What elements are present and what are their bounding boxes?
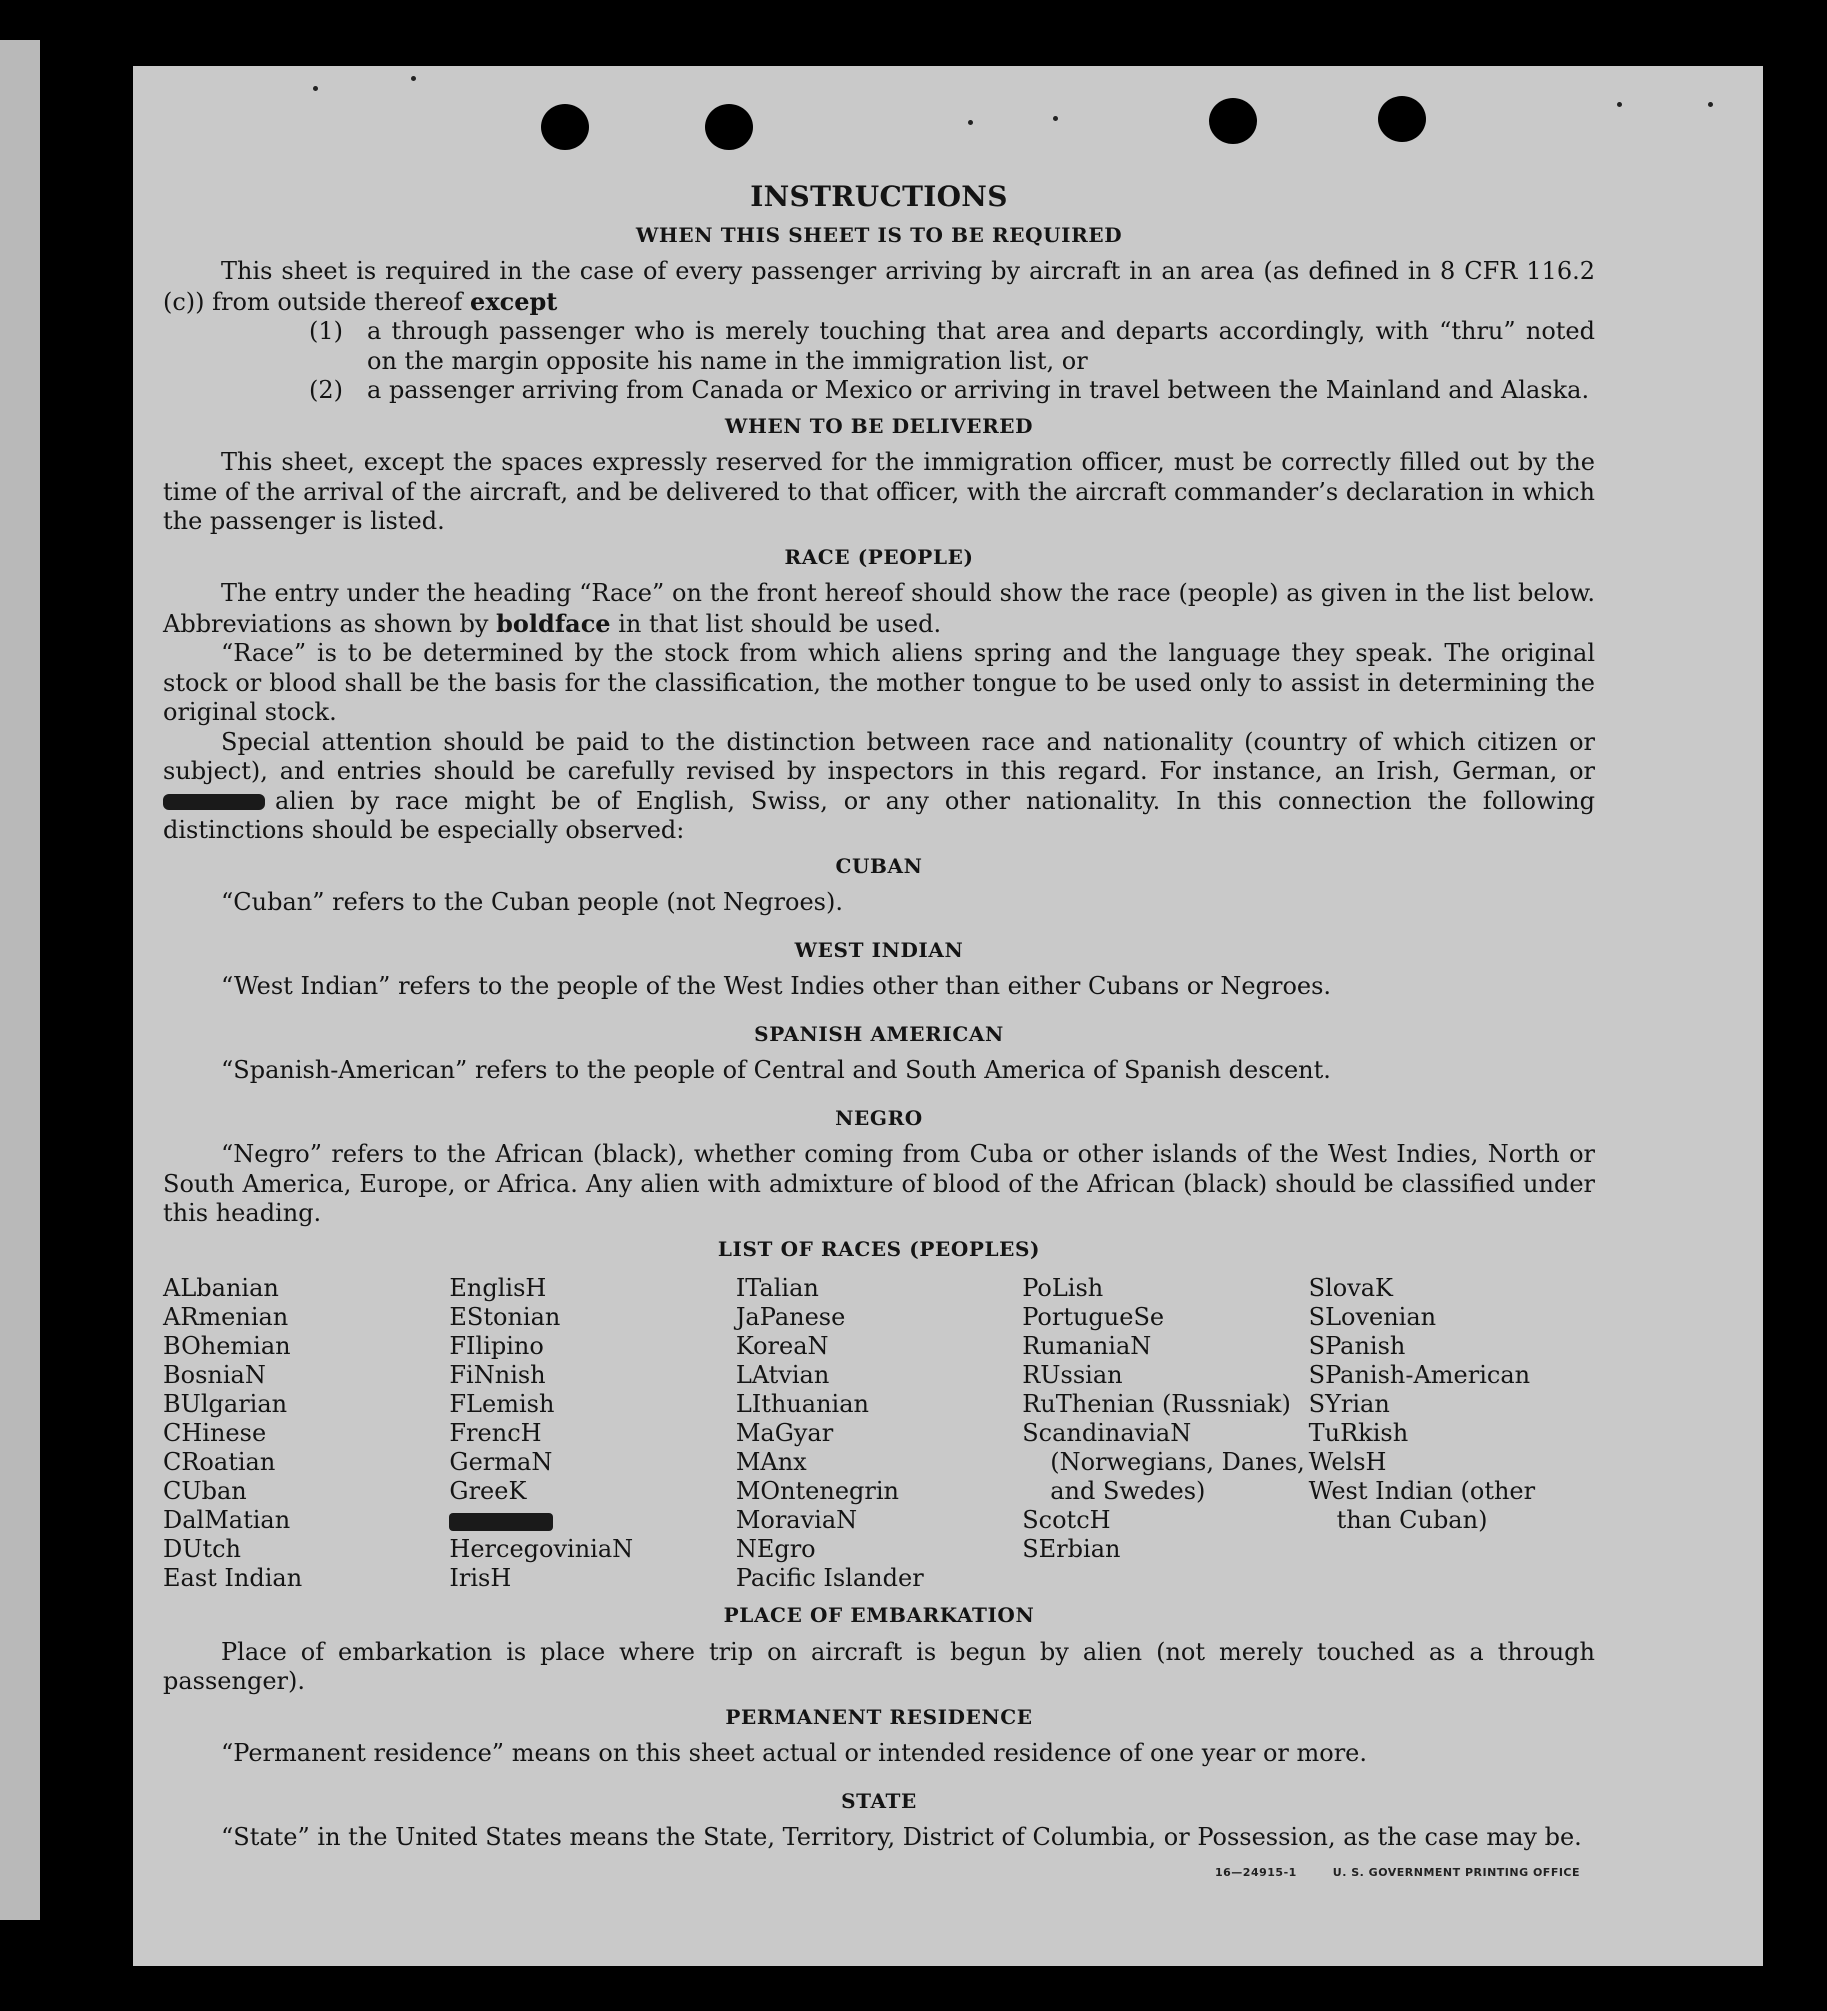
race-item: MAnx bbox=[735, 1448, 807, 1476]
printer-name: U. S. GOVERNMENT PRINTING OFFICE bbox=[1332, 1866, 1581, 1879]
race-item: ScandinaviaN (Norwegians, Danes, and Swedes) bbox=[1022, 1419, 1305, 1505]
race-item: EStonian bbox=[449, 1303, 561, 1331]
race-item: TuRkish bbox=[1308, 1419, 1409, 1447]
race-item: FLemish bbox=[449, 1390, 555, 1418]
race-item: MOntenegrin bbox=[735, 1477, 899, 1505]
punch-hole bbox=[541, 104, 589, 150]
race-item: West Indian (other than Cuban) bbox=[1308, 1477, 1536, 1534]
race-column-3 bbox=[736, 1274, 1022, 1593]
race-paragraph-3: Special attention should be paid to the distinction between race and nationality (country of which citizen or subject), and entries should be carefully revised by inspectors in this regard. For instance, an Irish, German, or alien by race might be of English, Swiss, or any other nationality. In this connection the following distinctions should be especially observed: bbox=[163, 727, 1595, 844]
race-item-redacted bbox=[449, 1506, 735, 1535]
race-paragraph-1: The entry under the heading “Race” on the front hereof should show the race (people) as given in the list below. Abbreviations as shown by boldface in that list should be used. bbox=[163, 579, 1595, 638]
page-title: INSTRUCTIONS bbox=[750, 180, 1008, 213]
redaction-mark bbox=[163, 794, 265, 810]
race-item: GreeK bbox=[449, 1477, 527, 1505]
race-column-5 bbox=[1309, 1274, 1595, 1593]
race-item: FrencH bbox=[449, 1419, 542, 1447]
race-item: GermaN bbox=[449, 1448, 553, 1476]
speck bbox=[1708, 102, 1713, 107]
required-item-2: (2) a passenger arriving from Canada or Mexico or arriving in travel between the Mainland and Alaska. bbox=[309, 376, 1590, 404]
race-item: EnglisH bbox=[449, 1274, 547, 1302]
heading-west-indian: WEST INDIAN bbox=[794, 937, 964, 962]
race-item: MoraviaN bbox=[735, 1506, 858, 1534]
race-item: SErbian bbox=[1022, 1535, 1121, 1563]
heading-list-of-races: LIST OF RACES (PEOPLES) bbox=[717, 1236, 1041, 1261]
race-item: SLovenian bbox=[1308, 1303, 1437, 1331]
race-item: ScotcH bbox=[1022, 1506, 1111, 1534]
heading-required: WHEN THIS SHEET IS TO BE REQUIRED bbox=[635, 222, 1123, 247]
required-intro: This sheet is required in the case of every passenger arriving by aircraft in an area (as defined in 8 CFR 116.2 (c)) from outside thereof except bbox=[163, 257, 1595, 316]
negro-text: “Negro” refers to the African (black), whether coming from Cuba or other islands of the West Indies, North or South America, Europe, or Africa. Any alien with admixture of blood of the African (black) should be classified under this heading. bbox=[163, 1140, 1595, 1227]
race-item: SPanish bbox=[1308, 1332, 1406, 1360]
cuban-text: “Cuban” refers to the Cuban people (not Negroes). bbox=[221, 888, 843, 916]
race-item: SlovaK bbox=[1308, 1274, 1393, 1302]
race-item: ALbanian bbox=[163, 1274, 279, 1302]
heading-cuban: CUBAN bbox=[835, 853, 923, 878]
race-item: NEgro bbox=[735, 1535, 816, 1563]
race-item: JaPanese bbox=[735, 1303, 846, 1331]
race-item: RumaniaN bbox=[1022, 1332, 1152, 1360]
heading-embarkation: PLACE OF EMBARKATION bbox=[723, 1603, 1035, 1627]
speck bbox=[1053, 116, 1058, 121]
redaction-mark bbox=[449, 1513, 553, 1531]
heading-state: STATE bbox=[841, 1788, 917, 1813]
race-item: DalMatian bbox=[163, 1506, 291, 1534]
heading-race: RACE (PEOPLE) bbox=[784, 544, 974, 569]
scanner-edge bbox=[0, 40, 40, 1920]
race-column-1 bbox=[163, 1274, 449, 1593]
race-item: RUssian bbox=[1022, 1361, 1123, 1389]
race-item: FiNnish bbox=[449, 1361, 546, 1389]
race-item: Pacific Islander bbox=[735, 1564, 924, 1592]
embarkation-text: Place of embarkation is place where trip on aircraft is begun by alien (not merely touched as a through passenger). bbox=[163, 1637, 1595, 1695]
race-item: MaGyar bbox=[735, 1419, 834, 1447]
print-footer bbox=[1215, 1866, 1616, 1879]
race-item: LAtvian bbox=[735, 1361, 830, 1389]
race-item: PoLish bbox=[1022, 1274, 1104, 1302]
punch-hole bbox=[705, 104, 753, 150]
punch-hole bbox=[1378, 96, 1426, 142]
race-item: CHinese bbox=[163, 1419, 267, 1447]
spanish-american-text: “Spanish-American” refers to the people of Central and South America of Spanish descent. bbox=[221, 1056, 1331, 1084]
speck bbox=[968, 120, 973, 125]
race-item: ITalian bbox=[735, 1274, 819, 1302]
race-item: IrisH bbox=[449, 1564, 512, 1592]
form-number: 16—24915-1 bbox=[1215, 1866, 1297, 1879]
race-item: BOhemian bbox=[163, 1332, 291, 1360]
heading-delivered: WHEN TO BE DELIVERED bbox=[724, 413, 1034, 438]
heading-negro: NEGRO bbox=[835, 1105, 923, 1130]
required-item-1: (1) a through passenger who is merely touching that area and departs accordingly, with “thru” noted on the margin opposite his name in the immigration list, or bbox=[309, 317, 1595, 375]
race-item: East Indian bbox=[163, 1564, 303, 1592]
race-item: BosniaN bbox=[163, 1361, 266, 1389]
race-column-2 bbox=[449, 1274, 735, 1593]
race-paragraph-2: “Race” is to be determined by the stock from which aliens spring and the language they speak. The original stock or blood shall be the basis for the classification, the mother tongue to be used only to assist in determining the original stock. bbox=[163, 639, 1595, 726]
race-item: LIthuanian bbox=[735, 1390, 869, 1418]
speck bbox=[313, 86, 318, 91]
race-item: PortugueSe bbox=[1022, 1303, 1165, 1331]
state-text: “State” in the United States means the State, Territory, District of Columbia, or Possession, as the case may be. bbox=[221, 1823, 1582, 1851]
race-item: ARmenian bbox=[163, 1303, 289, 1331]
speck bbox=[411, 76, 416, 81]
race-item: CRoatian bbox=[163, 1448, 276, 1476]
race-item: HercegoviniaN bbox=[449, 1535, 634, 1563]
race-column-4 bbox=[1022, 1274, 1308, 1593]
instructions-content bbox=[163, 182, 1595, 1853]
race-item: RuThenian (Russniak) bbox=[1022, 1390, 1291, 1418]
heading-residence: PERMANENT RESIDENCE bbox=[725, 1704, 1033, 1729]
document-page bbox=[133, 66, 1763, 1966]
residence-text: “Permanent residence” means on this sheet actual or intended residence of one year or more. bbox=[221, 1739, 1367, 1767]
race-item: BUlgarian bbox=[163, 1390, 288, 1418]
speck bbox=[1617, 102, 1622, 107]
race-item: SYrian bbox=[1308, 1390, 1390, 1418]
heading-spanish-american: SPANISH AMERICAN bbox=[754, 1021, 1004, 1046]
race-list bbox=[163, 1274, 1595, 1593]
race-item: CUban bbox=[163, 1477, 247, 1505]
delivered-text: This sheet, except the spaces expressly reserved for the immigration officer, must be correctly filled out by the time of the arrival of the aircraft, and be delivered to that officer, with the aircraft commander’s declaration in which the passenger is listed. bbox=[163, 448, 1595, 535]
race-item: DUtch bbox=[163, 1535, 242, 1563]
punch-hole bbox=[1209, 98, 1257, 144]
west-indian-text: “West Indian” refers to the people of the West Indies other than either Cubans or Negroes. bbox=[221, 972, 1332, 1000]
race-item: WelsH bbox=[1308, 1448, 1387, 1476]
race-item: FIlipino bbox=[449, 1332, 544, 1360]
race-item: SPanish-American bbox=[1308, 1361, 1531, 1389]
race-item: KoreaN bbox=[735, 1332, 829, 1360]
